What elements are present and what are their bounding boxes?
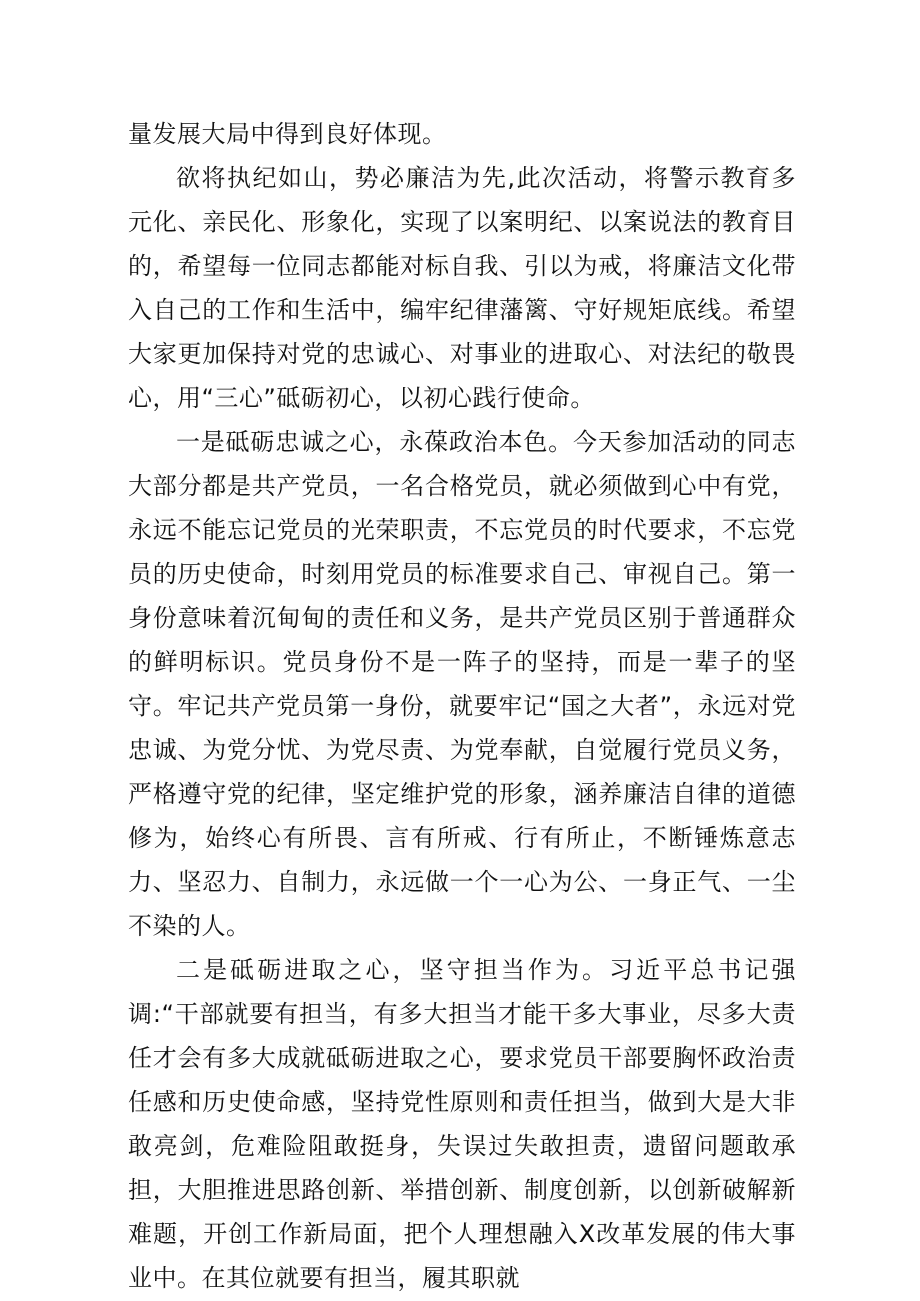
paragraph-loyalty: 一是砥砺忠诚之心，永葆政治本色。今天参加活动的同志大部分都是共产党员，一名合格党员，就必须做到心中有党，永远不能忘记党员的光荣职责，不忘党员的时代要求，不忘党员的历史使命，时刻用党员的标准要求自己、审视自己。第一身份意味着沉甸甸的责任和义务，是共产党员区别于普通群众的鲜明标识。党员身份不是一阵子的坚持，而是一辈子的坚守。牢记共产党员第一身份，就要牢记“国之大者”，永远对党忠诚、为党分忧、为党尽责、为党奉献，自觉履行党员义务，严格遵守党的纪律，坚定维护党的形象，涵养廉洁自律的道德修为，始终心有所畏、言有所戒、行有所止，不断锤炼意志力、坚忍力、自制力，永远做一个一心为公、一身正气、一尘不染的人。 (128, 428, 796, 940)
paragraph-warning-education: 欲将执纪如山，势必廉洁为先,此次活动，将警示教育多元化、亲民化、形象化，实现了以案明纪、以案说法的教育目的，希望每一位同志都能对标自我、引以为戒，将廉洁文化带入自己的工作和生活中，编牢纪律藩篱、守好规矩底线。希望大家更加保持对党的忠诚心、对事业的进取心、对法纪的敬畏心，用“三心”砥砺初心，以初心践行使命。 (128, 164, 796, 412)
paragraph-enterprise: 二是砥砺进取之心，坚守担当作为。习近平总书记强调:“干部就要有担当，有多大担当才能干多大事业，尽多大责任才会有多大成就砥砺进取之心，要求党员干部要胸怀政治责任感和历史使命感，坚持党性原则和责任担当，做到大是大非敢亮剑，危难险阻敢挺身，失误过失敢担责，遗留问题敢承担，大胆推进思路创新、举措创新、制度创新，以创新破解新难题，开创工作新局面，把个人理想融入X改革发展的伟大事业中。在其位就要有担当，履其职就 (128, 956, 796, 1292)
paragraph-continuation: 量发展大局中得到良好体现。 (128, 120, 447, 148)
document-body (128, 112, 796, 1300)
